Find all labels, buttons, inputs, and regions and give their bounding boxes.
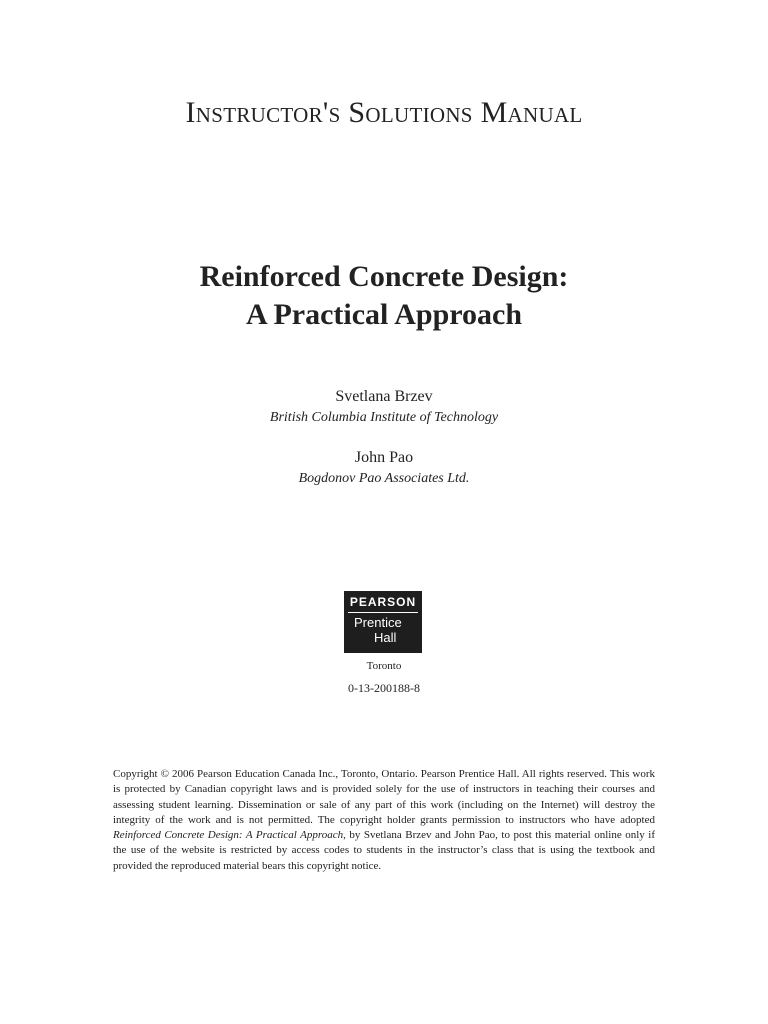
author-block-1 [0,386,768,428]
author-name: John Pao [354,449,414,466]
publisher-logo [344,591,422,653]
author-block-2 [0,447,768,489]
copyright-notice [113,767,655,874]
book-title-line-1: Reinforced Concrete Design: [199,260,569,293]
author-affiliation: Bogdonov Pao Associates Ltd. [298,471,470,486]
manual-title: Instructor's Solutions Manual [185,96,583,129]
copyright-book-reference: Reinforced Concrete Design: A Practical Approach [113,829,344,842]
publisher-city: Toronto [366,660,402,672]
logo-pearson-text: PEARSON [349,595,417,609]
copyright-text-part-2: , by Svetlana Brzev and John Pao, to post this material online only if the use of the website is restricted by access codes to students in the instructor’s class that is using the textbook and provided the reproduced material bears this copyright notice. [113,829,655,872]
logo-prentice-text: Prentice [354,615,402,630]
logo-divider [348,612,418,613]
isbn: 0-13-200188-8 [348,681,420,695]
author-name: Svetlana Brzev [335,388,433,405]
book-title [0,258,768,334]
author-affiliation: British Columbia Institute of Technology [269,410,499,425]
logo-hall-text: Hall [374,630,397,645]
copyright-text-part-1: Copyright © 2006 Pearson Education Canada Inc., Toronto, Ontario. Pearson Prentice Hall. All rights reserved. This work is protected by Canadian copyright laws and is provided solely for the use of instructors in teaching their courses and assessing student learning. Dissemination or sale of any part of this work (including on the Internet) will destroy the integrity of the work and is not permitted. The copyright holder grants permission to instructors who have adopted [113,768,655,826]
book-title-line-2: A Practical Approach [245,298,523,331]
